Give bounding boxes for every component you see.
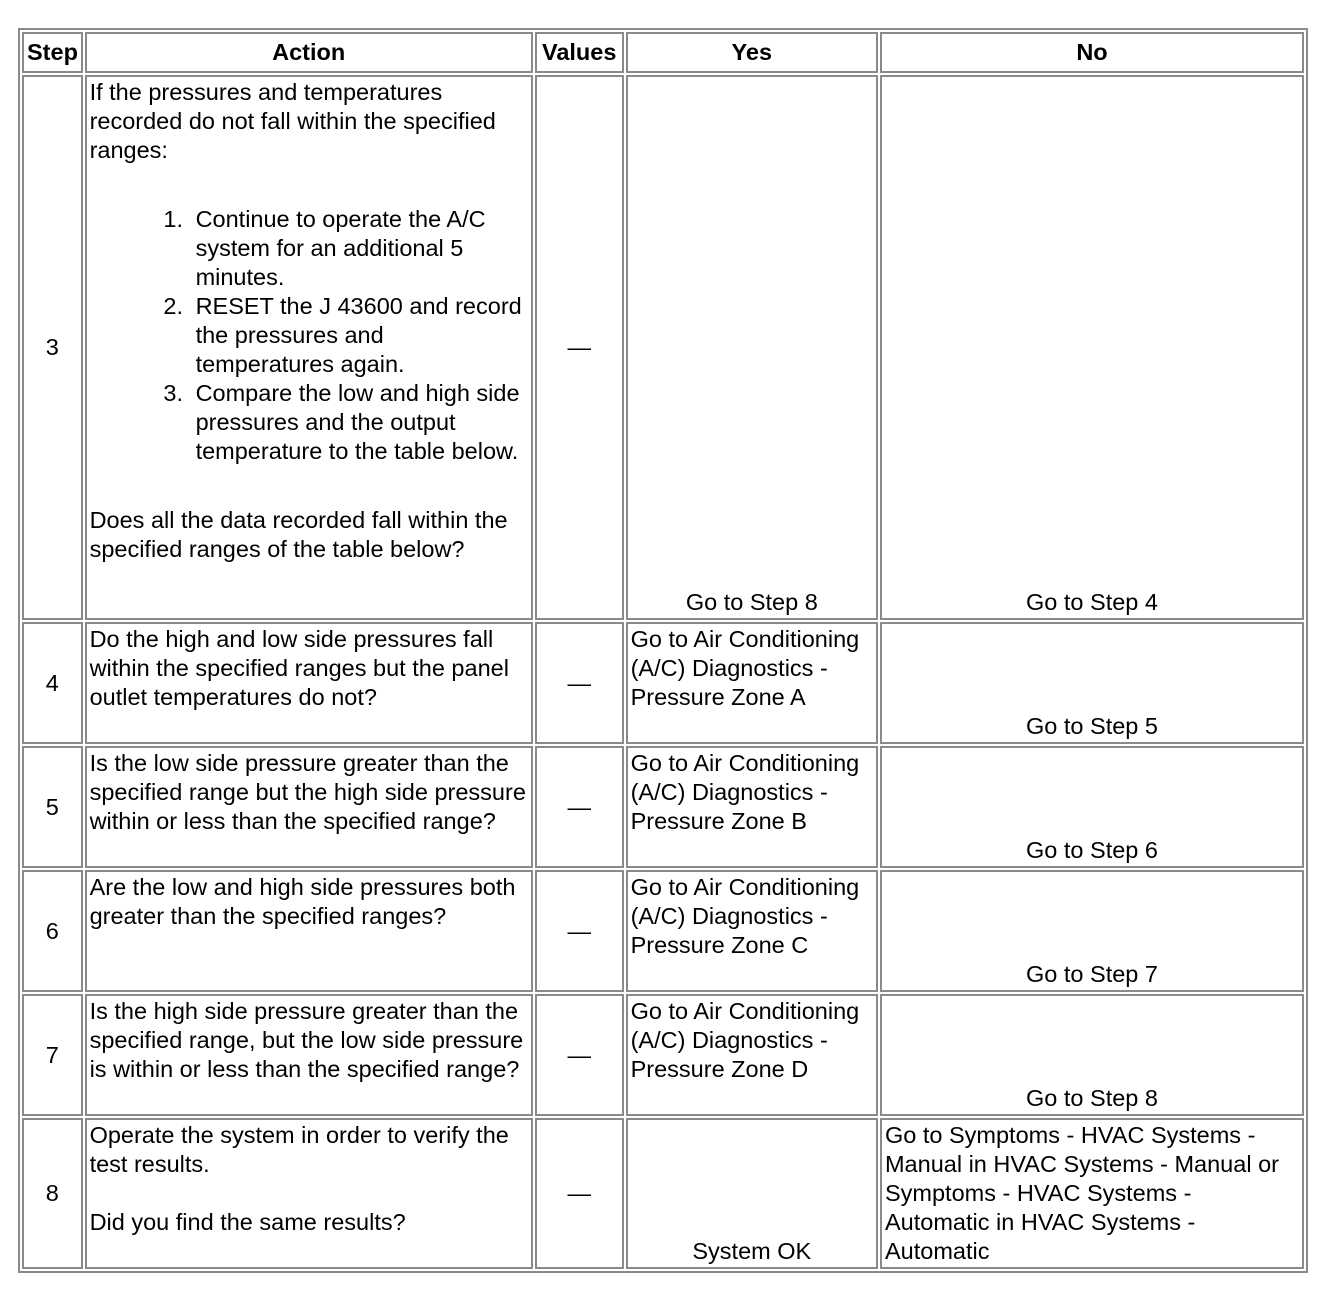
values-dash: — bbox=[567, 793, 591, 820]
no-link[interactable]: Go to Step 7 bbox=[880, 870, 1304, 992]
values-cell bbox=[535, 870, 624, 992]
step-number: 7 bbox=[22, 994, 83, 1116]
list-item: 1. Continue to operate the A/C system for an additional 5 minutes. bbox=[190, 205, 528, 292]
header-yes: Yes bbox=[626, 32, 878, 73]
action-cell bbox=[85, 75, 533, 620]
action-cell: Are the low and high side pressures both greater than the specified ranges? bbox=[85, 870, 533, 992]
values-dash: — bbox=[567, 1180, 591, 1206]
step-number: 3 bbox=[22, 75, 83, 620]
action-cell: Is the low side pressure greater than the specified range but the high side pressure within or less than the specified range? bbox=[85, 746, 533, 868]
header-action: Action bbox=[85, 32, 533, 73]
table-row bbox=[22, 622, 1304, 744]
values-dash: — bbox=[567, 334, 591, 360]
action-question: Did you find the same results? bbox=[89, 1209, 406, 1235]
values-cell bbox=[535, 746, 624, 868]
no-link[interactable]: Go to Step 6 bbox=[880, 746, 1304, 868]
diagnostic-table bbox=[18, 28, 1308, 1273]
action-cell: Do the high and low side pressures fall within the specified ranges but the panel outlet temperatures do not? bbox=[85, 622, 533, 744]
header-no: No bbox=[880, 32, 1304, 73]
header-values: Values bbox=[535, 32, 624, 73]
header-step: Step bbox=[22, 32, 83, 73]
list-item: 3. Compare the low and high side pressures and the output temperature to the table below. bbox=[190, 379, 528, 466]
no-link[interactable]: Go to Step 8 bbox=[880, 994, 1304, 1116]
no-link[interactable]: Go to Step 5 bbox=[880, 622, 1304, 744]
yes-link[interactable]: Go to Air Conditioning (A/C) Diagnostics - Pressure Zone D bbox=[626, 994, 878, 1116]
action-intro: If the pressures and temperatures recorded do not fall within the specified ranges: bbox=[89, 79, 496, 163]
yes-link[interactable]: Go to Air Conditioning (A/C) Diagnostics - Pressure Zone A bbox=[626, 622, 878, 744]
values-cell bbox=[535, 622, 624, 744]
table-row bbox=[22, 746, 1304, 868]
yes-link[interactable]: Go to Air Conditioning (A/C) Diagnostics - Pressure Zone B bbox=[626, 746, 878, 868]
yes-link[interactable]: System OK bbox=[626, 1118, 878, 1269]
action-question: Does all the data recorded fall within the specified ranges of the table below? bbox=[89, 507, 508, 562]
values-dash: — bbox=[567, 1041, 591, 1068]
action-cell bbox=[85, 1118, 533, 1269]
values-dash: — bbox=[567, 669, 591, 696]
values-cell bbox=[535, 75, 624, 620]
values-cell bbox=[535, 1118, 624, 1269]
action-cell: Is the high side pressure greater than the specified range, but the low side pressure is within or less than the specified range? bbox=[85, 994, 533, 1116]
table-row bbox=[22, 994, 1304, 1116]
list-item: 2. RESET the J 43600 and record the pressures and temperatures again. bbox=[190, 292, 528, 379]
table-row bbox=[22, 1118, 1304, 1269]
table-row bbox=[22, 870, 1304, 992]
step-number: 6 bbox=[22, 870, 83, 992]
yes-link[interactable]: Go to Air Conditioning (A/C) Diagnostics - Pressure Zone C bbox=[626, 870, 878, 992]
values-cell bbox=[535, 994, 624, 1116]
step-number: 4 bbox=[22, 622, 83, 744]
yes-link[interactable]: Go to Step 8 bbox=[626, 75, 878, 620]
no-link[interactable]: Go to Step 4 bbox=[880, 75, 1304, 620]
table-header-row bbox=[22, 32, 1304, 73]
step-number: 8 bbox=[22, 1118, 83, 1269]
action-intro: Operate the system in order to verify the test results. bbox=[89, 1122, 509, 1177]
values-dash: — bbox=[567, 917, 591, 944]
no-link[interactable]: Go to Symptoms - HVAC Systems - Manual in HVAC Systems - Manual or Symptoms - HVAC Systems - Automatic in HVAC Systems - Automatic bbox=[880, 1118, 1304, 1269]
action-steps-list bbox=[90, 205, 528, 466]
table-row bbox=[22, 75, 1304, 620]
diagnostic-table-container bbox=[18, 28, 1308, 1273]
step-number: 5 bbox=[22, 746, 83, 868]
